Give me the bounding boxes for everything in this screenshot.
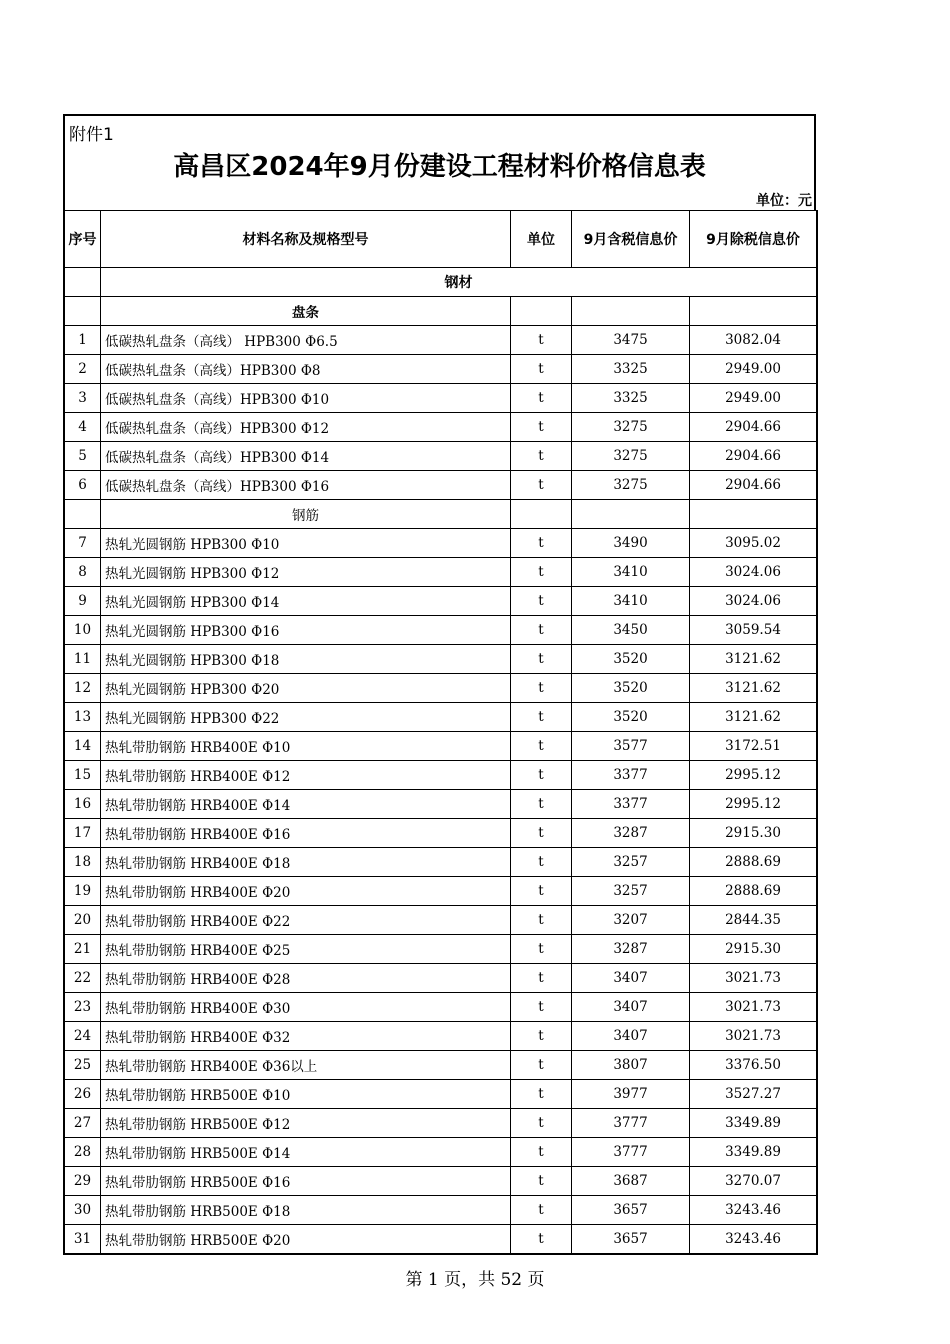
group-row: [64, 500, 817, 529]
row-material-name: 热轧光圆钢筋 HPB300 Φ20: [101, 674, 511, 703]
group-unit-cell: [511, 297, 572, 326]
row-no: 6: [64, 471, 101, 500]
row-no: 21: [64, 935, 101, 964]
row-unit: t: [511, 993, 572, 1022]
table-row: [64, 1022, 817, 1051]
row-price-tax: 3777: [572, 1109, 690, 1138]
row-material-name: 低碳热轧盘条（高线）HPB300 Φ14: [101, 442, 511, 471]
row-price-notax: 3121.62: [690, 645, 818, 674]
table-row: [64, 355, 817, 384]
row-price-tax: 3407: [572, 993, 690, 1022]
table-row: [64, 384, 817, 413]
row-unit: t: [511, 1051, 572, 1080]
attachment-label: 附件1: [69, 125, 114, 145]
row-price-tax: 3377: [572, 761, 690, 790]
row-no: 15: [64, 761, 101, 790]
row-unit: t: [511, 732, 572, 761]
row-unit: t: [511, 848, 572, 877]
row-no: 16: [64, 790, 101, 819]
row-material-name: 热轧带肋钢筋 HRB400E Φ20: [101, 877, 511, 906]
price-sheet: [63, 114, 816, 1255]
row-price-notax: 3243.46: [690, 1225, 818, 1255]
row-price-notax: 3376.50: [690, 1051, 818, 1080]
row-material-name: 热轧带肋钢筋 HRB500E Φ12: [101, 1109, 511, 1138]
row-price-tax: 3287: [572, 819, 690, 848]
row-unit: t: [511, 935, 572, 964]
row-price-notax: 3021.73: [690, 1022, 818, 1051]
table-row: [64, 1167, 817, 1196]
table-row: [64, 326, 817, 355]
row-price-tax: 3977: [572, 1080, 690, 1109]
row-price-notax: 3527.27: [690, 1080, 818, 1109]
row-unit: t: [511, 1109, 572, 1138]
row-price-notax: 3349.89: [690, 1109, 818, 1138]
row-material-name: 热轧带肋钢筋 HRB500E Φ20: [101, 1225, 511, 1255]
row-price-tax: 3577: [572, 732, 690, 761]
row-price-notax: 2949.00: [690, 355, 818, 384]
row-material-name: 低碳热轧盘条（高线）HPB300 Φ12: [101, 413, 511, 442]
col-header-price-tax: 9月含税信息价: [572, 211, 690, 268]
row-unit: t: [511, 1022, 572, 1051]
page-title: 高昌区2024年9月份建设工程材料价格信息表: [173, 152, 706, 182]
row-price-tax: 3490: [572, 529, 690, 558]
category-no-cell: [64, 268, 101, 297]
table-row: [64, 790, 817, 819]
row-unit: t: [511, 645, 572, 674]
row-price-tax: 3410: [572, 587, 690, 616]
row-unit: t: [511, 964, 572, 993]
row-price-tax: 3407: [572, 964, 690, 993]
row-material-name: 热轧带肋钢筋 HRB400E Φ25: [101, 935, 511, 964]
table-row: [64, 529, 817, 558]
row-unit: t: [511, 471, 572, 500]
row-price-tax: 3275: [572, 413, 690, 442]
row-material-name: 热轧光圆钢筋 HPB300 Φ12: [101, 558, 511, 587]
row-no: 30: [64, 1196, 101, 1225]
row-no: 19: [64, 877, 101, 906]
row-price-notax: 3095.02: [690, 529, 818, 558]
row-material-name: 低碳热轧盘条（高线）HPB300 Φ10: [101, 384, 511, 413]
table-row: [64, 1138, 817, 1167]
row-material-name: 热轧光圆钢筋 HPB300 Φ18: [101, 645, 511, 674]
row-no: 17: [64, 819, 101, 848]
row-price-notax: 3024.06: [690, 558, 818, 587]
row-unit: t: [511, 529, 572, 558]
table-row: [64, 819, 817, 848]
row-no: 8: [64, 558, 101, 587]
row-price-tax: 3287: [572, 935, 690, 964]
row-material-name: 热轧带肋钢筋 HRB400E Φ28: [101, 964, 511, 993]
table-row: [64, 1080, 817, 1109]
table-row: [64, 703, 817, 732]
row-price-tax: 3520: [572, 703, 690, 732]
table-row: [64, 935, 817, 964]
row-no: 12: [64, 674, 101, 703]
col-header-name: 材料名称及规格型号: [101, 211, 511, 268]
row-no: 9: [64, 587, 101, 616]
table-row: [64, 1051, 817, 1080]
row-price-notax: 2995.12: [690, 761, 818, 790]
row-price-notax: 3349.89: [690, 1138, 818, 1167]
row-material-name: 热轧带肋钢筋 HRB500E Φ16: [101, 1167, 511, 1196]
table-row: [64, 442, 817, 471]
category-row: [64, 268, 817, 297]
row-material-name: 热轧带肋钢筋 HRB400E Φ32: [101, 1022, 511, 1051]
row-material-name: 热轧带肋钢筋 HRB400E Φ22: [101, 906, 511, 935]
table-row: [64, 645, 817, 674]
row-unit: t: [511, 442, 572, 471]
row-price-tax: 3407: [572, 1022, 690, 1051]
table-row: [64, 587, 817, 616]
row-price-notax: 3021.73: [690, 993, 818, 1022]
row-material-name: 低碳热轧盘条（高线）HPB300 Φ16: [101, 471, 511, 500]
table-row: [64, 1109, 817, 1138]
row-price-tax: 3410: [572, 558, 690, 587]
row-price-tax: 3807: [572, 1051, 690, 1080]
row-no: 26: [64, 1080, 101, 1109]
row-material-name: 热轧光圆钢筋 HPB300 Φ14: [101, 587, 511, 616]
row-price-tax: 3325: [572, 384, 690, 413]
row-price-tax: 3777: [572, 1138, 690, 1167]
row-price-notax: 2888.69: [690, 877, 818, 906]
table-row: [64, 674, 817, 703]
row-unit: t: [511, 877, 572, 906]
col-header-no: 序号: [64, 211, 101, 268]
group-row: [64, 297, 817, 326]
table-header-row: [64, 211, 817, 268]
sheet-header: [63, 114, 816, 210]
row-material-name: 热轧带肋钢筋 HRB400E Φ18: [101, 848, 511, 877]
row-unit: t: [511, 1138, 572, 1167]
page-footer: 第 1 页，共 52 页: [405, 1270, 545, 1290]
row-no: 27: [64, 1109, 101, 1138]
row-price-notax: 2844.35: [690, 906, 818, 935]
col-header-price-notax: 9月除税信息价: [690, 211, 818, 268]
row-unit: t: [511, 1225, 572, 1255]
row-material-name: 热轧带肋钢筋 HRB500E Φ10: [101, 1080, 511, 1109]
row-price-notax: 2904.66: [690, 442, 818, 471]
row-material-name: 热轧带肋钢筋 HRB500E Φ14: [101, 1138, 511, 1167]
row-price-tax: 3657: [572, 1225, 690, 1255]
row-price-tax: 3657: [572, 1196, 690, 1225]
row-unit: t: [511, 616, 572, 645]
table-row: [64, 558, 817, 587]
row-price-notax: 3243.46: [690, 1196, 818, 1225]
row-price-tax: 3687: [572, 1167, 690, 1196]
row-no: 10: [64, 616, 101, 645]
row-material-name: 热轧光圆钢筋 HPB300 Φ16: [101, 616, 511, 645]
row-price-tax: 3450: [572, 616, 690, 645]
row-price-tax: 3520: [572, 674, 690, 703]
price-table: [63, 210, 818, 1255]
row-price-notax: 3082.04: [690, 326, 818, 355]
row-price-tax: 3475: [572, 326, 690, 355]
row-price-notax: 3059.54: [690, 616, 818, 645]
category-title: 钢材: [101, 268, 818, 297]
row-price-notax: 3024.06: [690, 587, 818, 616]
group-price-notax-cell: [690, 500, 818, 529]
row-price-notax: 2915.30: [690, 935, 818, 964]
row-unit: t: [511, 1167, 572, 1196]
row-price-tax: 3257: [572, 848, 690, 877]
row-unit: t: [511, 674, 572, 703]
row-material-name: 热轧光圆钢筋 HPB300 Φ22: [101, 703, 511, 732]
row-no: 7: [64, 529, 101, 558]
row-price-tax: 3520: [572, 645, 690, 674]
row-unit: t: [511, 790, 572, 819]
row-no: 24: [64, 1022, 101, 1051]
row-unit: t: [511, 355, 572, 384]
table-row: [64, 993, 817, 1022]
group-price-tax-cell: [572, 500, 690, 529]
row-unit: t: [511, 384, 572, 413]
row-material-name: 低碳热轧盘条（高线） HPB300 Φ6.5: [101, 326, 511, 355]
row-material-name: 热轧带肋钢筋 HRB400E Φ36以上: [101, 1051, 511, 1080]
group-unit-cell: [511, 500, 572, 529]
row-price-tax: 3275: [572, 471, 690, 500]
row-unit: t: [511, 413, 572, 442]
row-no: 28: [64, 1138, 101, 1167]
row-unit: t: [511, 558, 572, 587]
row-unit: t: [511, 703, 572, 732]
row-price-notax: 3121.62: [690, 674, 818, 703]
table-row: [64, 877, 817, 906]
row-price-notax: 2888.69: [690, 848, 818, 877]
row-no: 2: [64, 355, 101, 384]
row-no: 29: [64, 1167, 101, 1196]
unit-note: 单位：元: [756, 193, 812, 209]
group-no-cell: [64, 500, 101, 529]
row-no: 31: [64, 1225, 101, 1255]
row-no: 14: [64, 732, 101, 761]
table-row: [64, 1225, 817, 1255]
table-row: [64, 1196, 817, 1225]
table-row: [64, 471, 817, 500]
row-unit: t: [511, 587, 572, 616]
group-title: 盘条: [101, 297, 511, 326]
row-material-name: 热轧带肋钢筋 HRB400E Φ14: [101, 790, 511, 819]
group-no-cell: [64, 297, 101, 326]
row-no: 4: [64, 413, 101, 442]
row-no: 23: [64, 993, 101, 1022]
row-unit: t: [511, 326, 572, 355]
row-price-notax: 2904.66: [690, 471, 818, 500]
row-no: 1: [64, 326, 101, 355]
row-no: 3: [64, 384, 101, 413]
row-unit: t: [511, 819, 572, 848]
row-unit: t: [511, 1196, 572, 1225]
row-no: 5: [64, 442, 101, 471]
table-row: [64, 906, 817, 935]
row-material-name: 热轧带肋钢筋 HRB400E Φ12: [101, 761, 511, 790]
row-material-name: 热轧带肋钢筋 HRB400E Φ16: [101, 819, 511, 848]
group-price-notax-cell: [690, 297, 818, 326]
row-price-notax: 2949.00: [690, 384, 818, 413]
group-title: 钢筋: [101, 500, 511, 529]
row-no: 18: [64, 848, 101, 877]
row-material-name: 热轧光圆钢筋 HPB300 Φ10: [101, 529, 511, 558]
row-unit: t: [511, 906, 572, 935]
row-price-tax: 3257: [572, 877, 690, 906]
row-price-notax: 3121.62: [690, 703, 818, 732]
row-price-tax: 3325: [572, 355, 690, 384]
table-row: [64, 413, 817, 442]
row-price-notax: 3270.07: [690, 1167, 818, 1196]
col-header-unit: 单位: [511, 211, 572, 268]
row-unit: t: [511, 1080, 572, 1109]
table-row: [64, 761, 817, 790]
row-material-name: 低碳热轧盘条（高线）HPB300 Φ8: [101, 355, 511, 384]
row-no: 11: [64, 645, 101, 674]
table-row: [64, 616, 817, 645]
row-price-notax: 2915.30: [690, 819, 818, 848]
row-no: 25: [64, 1051, 101, 1080]
row-price-notax: 3021.73: [690, 964, 818, 993]
row-no: 13: [64, 703, 101, 732]
row-no: 20: [64, 906, 101, 935]
row-no: 22: [64, 964, 101, 993]
row-unit: t: [511, 761, 572, 790]
row-price-notax: 2995.12: [690, 790, 818, 819]
row-price-tax: 3207: [572, 906, 690, 935]
row-price-tax: 3275: [572, 442, 690, 471]
row-price-tax: 3377: [572, 790, 690, 819]
table-row: [64, 848, 817, 877]
row-price-notax: 2904.66: [690, 413, 818, 442]
group-price-tax-cell: [572, 297, 690, 326]
row-material-name: 热轧带肋钢筋 HRB400E Φ10: [101, 732, 511, 761]
row-material-name: 热轧带肋钢筋 HRB400E Φ30: [101, 993, 511, 1022]
table-row: [64, 964, 817, 993]
row-price-notax: 3172.51: [690, 732, 818, 761]
table-row: [64, 732, 817, 761]
row-material-name: 热轧带肋钢筋 HRB500E Φ18: [101, 1196, 511, 1225]
